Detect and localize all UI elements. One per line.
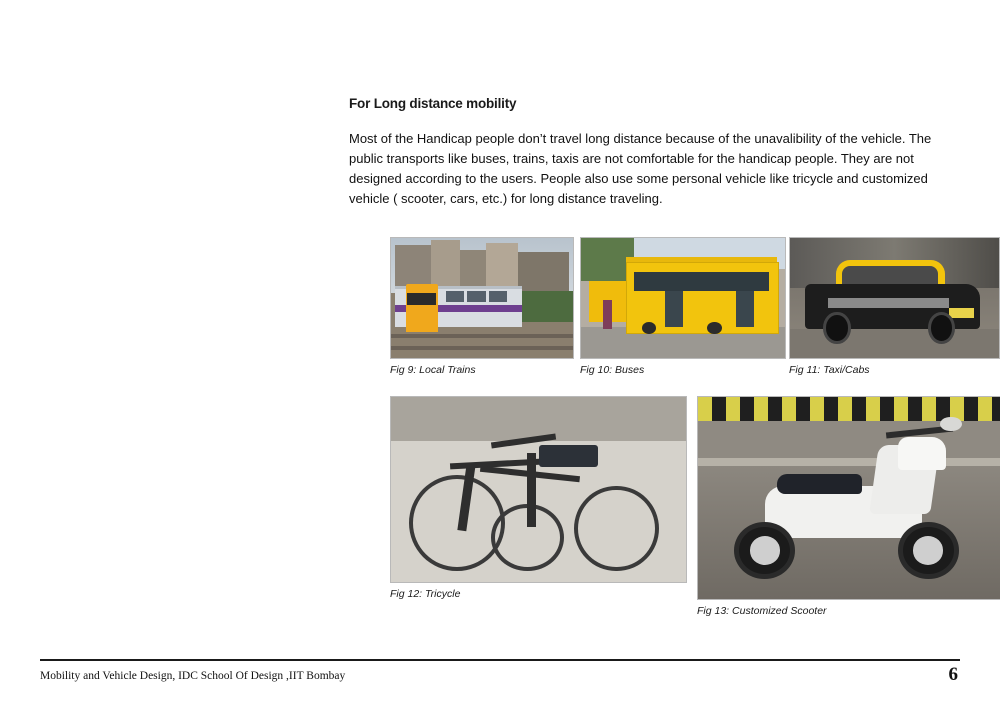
artwork-bus [581, 238, 785, 358]
figure-taxi-cabs [789, 237, 1000, 376]
artwork-tricycle [391, 397, 686, 582]
section-heading: For Long distance mobility [349, 96, 517, 111]
figure-image-buses [580, 237, 786, 359]
figure-caption: Fig 13: Customized Scooter [697, 605, 827, 617]
figure-buses [580, 237, 786, 376]
figure-caption: Fig 12: Tricycle [390, 588, 461, 600]
figure-row-bottom [350, 380, 960, 617]
artwork-local-train [391, 238, 573, 358]
page-number: 6 [948, 664, 958, 685]
figure-image-customized-scooter [697, 396, 1000, 600]
figure-caption: Fig 11: Taxi/Cabs [789, 364, 870, 376]
figure-caption: Fig 9: Local Trains [390, 364, 476, 376]
body-paragraph: Most of the Handicap people don’t travel long distance because of the unavalibility of the vehicle. The public transports like buses, trains, taxis are not comfortable for the handicap people. They are not designed according to the users. People also use some personal vehicle like tricycle and customized vehicle ( scooter, cars, etc.) for long distance traveling. [349, 131, 932, 207]
figure-caption: Fig 10: Buses [580, 364, 645, 376]
artwork-scooter [698, 397, 1000, 599]
figure-local-trains [390, 237, 574, 376]
figure-image-taxi-cabs [789, 237, 1000, 359]
footer-divider [40, 659, 960, 661]
footer-text: Mobility and Vehicle Design, IDC School Of Design ,IIT Bombay [40, 670, 346, 682]
figure-image-local-trains [390, 237, 574, 359]
figure-tricycle [390, 396, 687, 600]
figure-row-top [350, 221, 960, 376]
figure-customized-scooter [697, 396, 1000, 617]
figure-image-tricycle [390, 396, 687, 583]
artwork-taxi [790, 238, 999, 358]
page-content [349, 96, 939, 210]
